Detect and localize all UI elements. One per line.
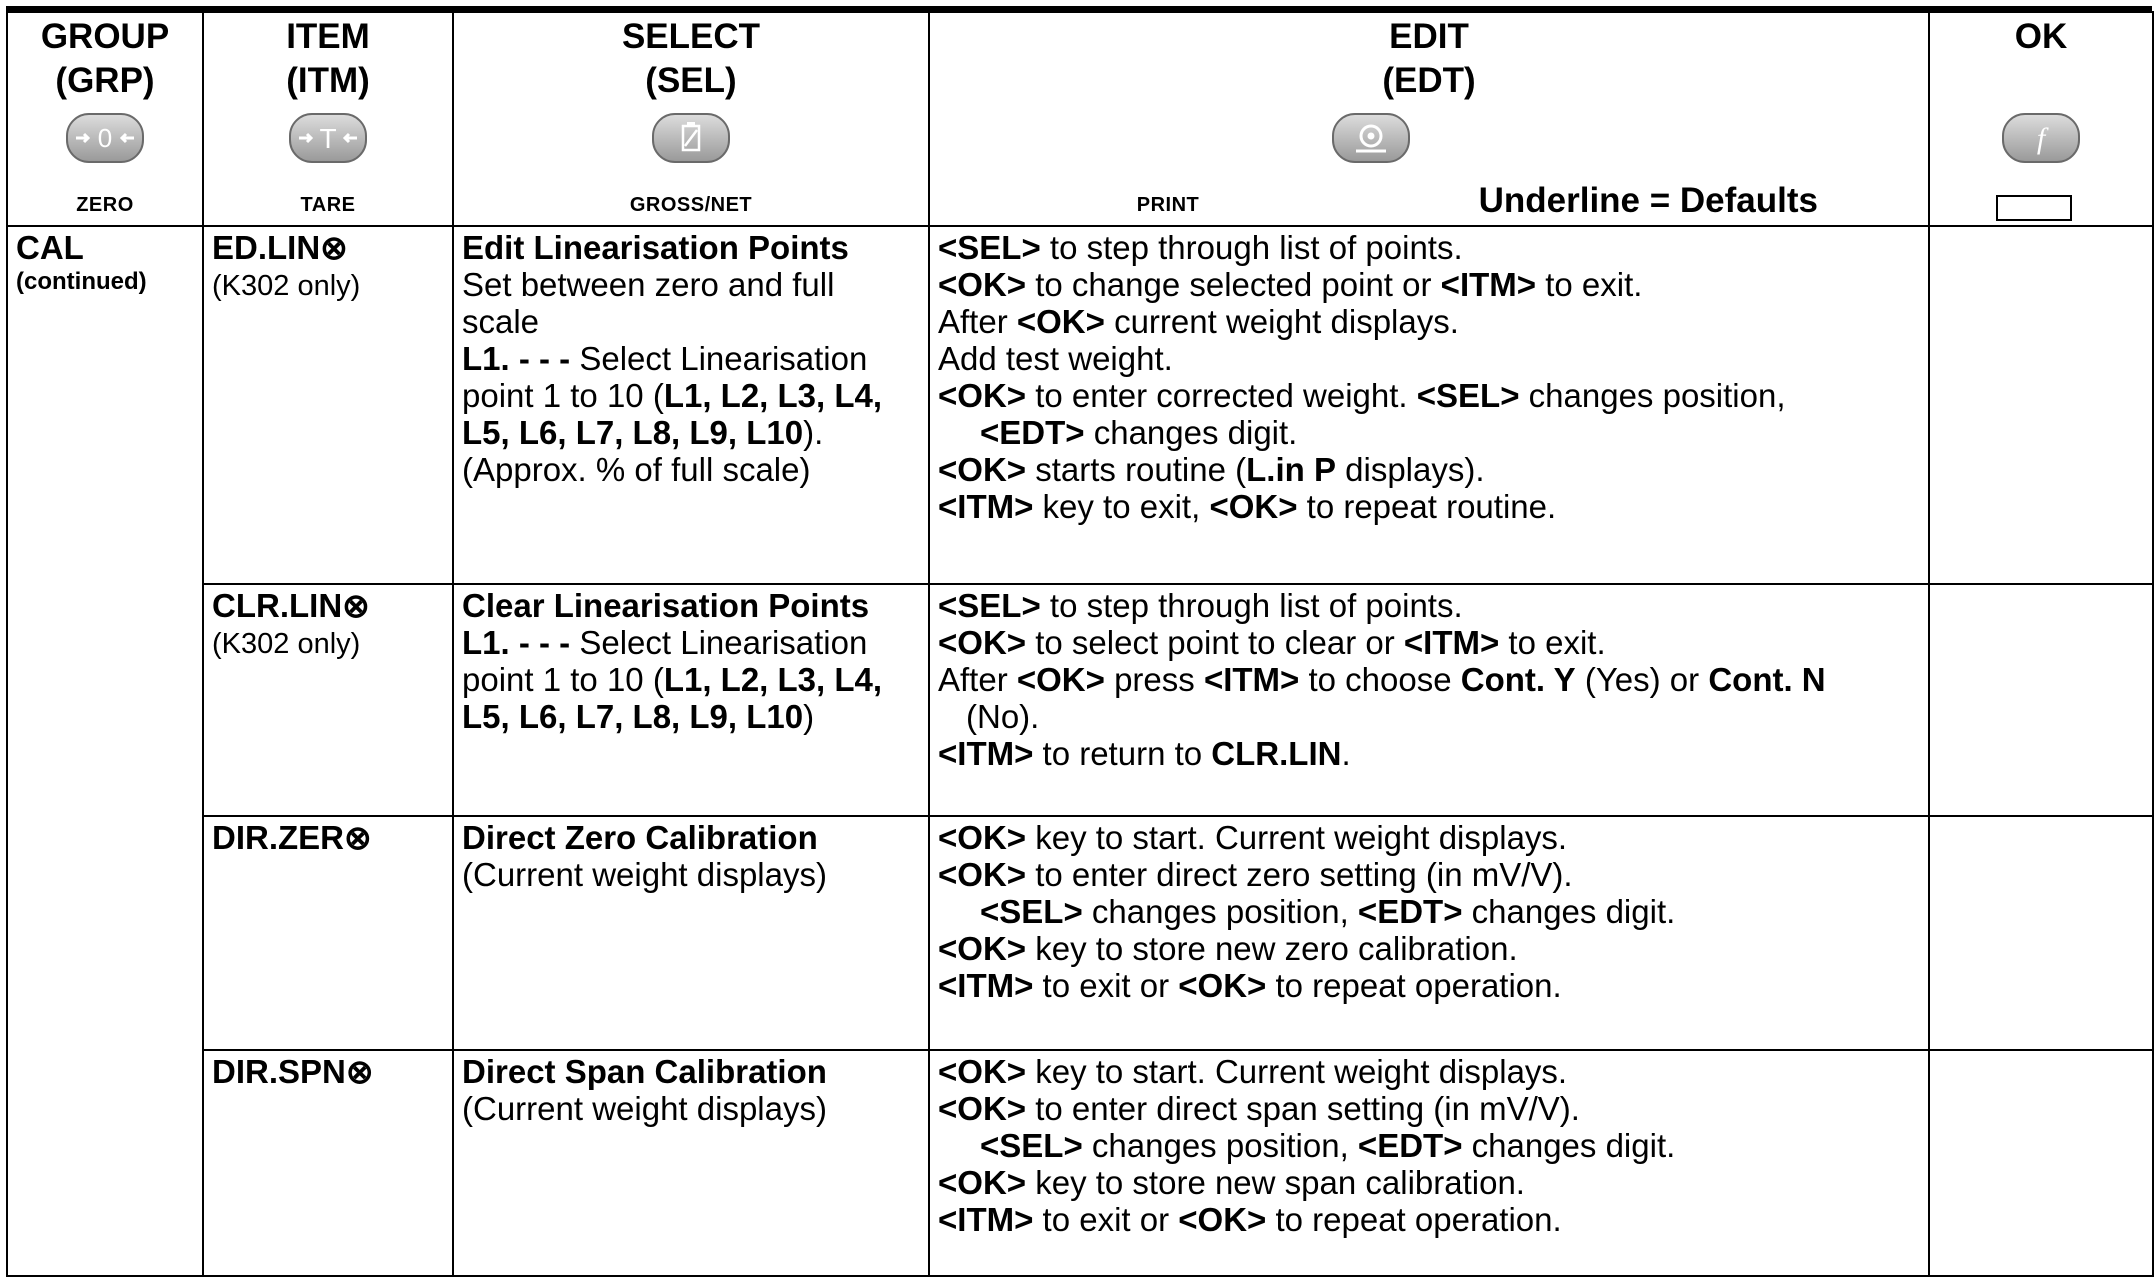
gross-net-key-label: GROSS/NET <box>629 194 753 216</box>
edit-line: After <OK> current weight displays. <box>938 303 1459 340</box>
edit-line: <ITM> to exit or <OK> to repeat operation. <box>938 1201 1562 1238</box>
print-key-label: PRINT <box>1136 194 1200 216</box>
header-row <box>7 12 2153 226</box>
svg-text:0: 0 <box>97 123 113 153</box>
select-extra: (Current weight displays) <box>462 1090 827 1127</box>
select-heading: Edit Linearisation Points <box>462 229 849 266</box>
item-note: (K302 only) <box>212 270 361 302</box>
defaults-note: Underline = Defaults <box>1478 181 1818 220</box>
edit-line: <SEL> to step through list of points. <box>938 587 1463 624</box>
select-point-text: L1. - - - Select Linearisation point 1 to 10 (L1, L2, L3, L4, L5, L6, L7, L8, L9, L10). <box>462 340 883 451</box>
edit-cell <box>929 816 1929 1050</box>
header-group <box>7 12 203 226</box>
edit-line: <OK> key to start. Current weight displays. <box>938 1053 1568 1090</box>
select-cell <box>453 816 929 1050</box>
table-row <box>7 226 2153 584</box>
edit-line: <SEL> changes position, <EDT> changes digit. <box>980 893 1676 930</box>
svg-text:T: T <box>319 123 337 154</box>
item-name: ED.LIN⊗ <box>212 229 348 266</box>
select-line: Set between zero and full <box>462 266 835 303</box>
edit-line: <EDT> changes digit. <box>980 414 1298 451</box>
header-ok <box>1929 12 2153 226</box>
select-heading: Direct Span Calibration <box>462 1053 827 1090</box>
select-cell <box>453 226 929 584</box>
edit-line: After <OK> press <ITM> to choose Cont. Y (Yes) or Cont. N <box>938 661 1826 698</box>
select-extra: (Approx. % of full scale) <box>462 451 811 488</box>
edit-line: <ITM> to return to CLR.LIN. <box>938 735 1351 772</box>
item-name: DIR.SPN⊗ <box>212 1053 374 1090</box>
edit-line: <OK> to select point to clear or <ITM> to exit. <box>938 624 1606 661</box>
group-note: (continued) <box>16 268 147 295</box>
edit-line: <SEL> to step through list of points. <box>938 229 1463 266</box>
group-name: CAL <box>16 229 84 266</box>
edit-cell <box>929 1050 1929 1276</box>
edit-line: <OK> to change selected point or <ITM> to exit. <box>938 266 1643 303</box>
select-cell <box>453 1050 929 1276</box>
edit-line: <ITM> to exit or <OK> to repeat operation. <box>938 967 1562 1004</box>
edit-line: <OK> key to start. Current weight displays. <box>938 819 1568 856</box>
tare-key-icon <box>289 113 367 163</box>
group-cell <box>7 226 203 1276</box>
edit-line: <OK> to enter corrected weight. <SEL> changes position, <box>938 377 1786 414</box>
svg-text:f: f <box>2036 122 2046 155</box>
item-abbr: (ITM) <box>286 61 370 100</box>
gross-net-key-icon <box>652 113 730 163</box>
select-extra: (Current weight displays) <box>462 856 827 893</box>
table-row <box>7 1050 2153 1276</box>
select-point-text: L1. - - - Select Linearisation point 1 to 10 (L1, L2, L3, L4, L5, L6, L7, L8, L9, L10) <box>462 624 883 735</box>
ok-cell <box>1929 584 2153 816</box>
select-line: scale <box>462 303 540 340</box>
group-abbr: (GRP) <box>55 61 155 100</box>
tare-key-label: TARE <box>300 194 356 216</box>
settings-table <box>6 11 2154 1277</box>
select-heading: Clear Linearisation Points <box>462 587 870 624</box>
edit-line: <OK> to enter direct zero setting (in mV/V). <box>938 856 1573 893</box>
manual-page <box>6 6 2152 1274</box>
ok-cell <box>1929 1050 2153 1276</box>
select-title: SELECT <box>621 17 761 56</box>
item-title: ITEM <box>286 17 370 56</box>
select-heading: Direct Zero Calibration <box>462 819 818 856</box>
ok-display-box <box>1996 195 2072 221</box>
header-select <box>453 12 929 226</box>
item-cell <box>203 584 453 816</box>
table-row <box>7 584 2153 816</box>
select-cell <box>453 584 929 816</box>
ok-cell <box>1929 816 2153 1050</box>
edit-line: (No). <box>966 698 1040 735</box>
header-item <box>203 12 453 226</box>
edit-line: <ITM> key to exit, <OK> to repeat routine. <box>938 488 1557 525</box>
table-row <box>7 816 2153 1050</box>
edit-line: <OK> starts routine (L.in P displays). <box>938 451 1485 488</box>
item-name: DIR.ZER⊗ <box>212 819 372 856</box>
edit-line: <OK> key to store new span calibration. <box>938 1164 1525 1201</box>
item-name: CLR.LIN⊗ <box>212 587 370 624</box>
ok-cell <box>1929 226 2153 584</box>
edit-cell <box>929 584 1929 816</box>
edit-line: <OK> to enter direct span setting (in mV/V). <box>938 1090 1580 1127</box>
print-key-icon <box>1332 113 1410 163</box>
item-cell <box>203 816 453 1050</box>
ok-title: OK <box>2014 17 2068 56</box>
item-cell <box>203 1050 453 1276</box>
edit-abbr: (EDT) <box>1382 61 1476 100</box>
edit-line: <OK> key to store new zero calibration. <box>938 930 1518 967</box>
zero-key-label: ZERO <box>76 194 134 216</box>
function-key-icon <box>2002 113 2080 163</box>
edit-title: EDIT <box>1389 17 1469 56</box>
select-abbr: (SEL) <box>645 61 737 100</box>
item-cell <box>203 226 453 584</box>
edit-line: Add test weight. <box>938 340 1173 377</box>
edit-line: <SEL> changes position, <EDT> changes digit. <box>980 1127 1676 1164</box>
header-edit <box>929 12 1929 226</box>
edit-cell <box>929 226 1929 584</box>
item-note: (K302 only) <box>212 628 361 660</box>
group-title: GROUP <box>40 17 170 56</box>
zero-key-icon <box>66 113 144 163</box>
